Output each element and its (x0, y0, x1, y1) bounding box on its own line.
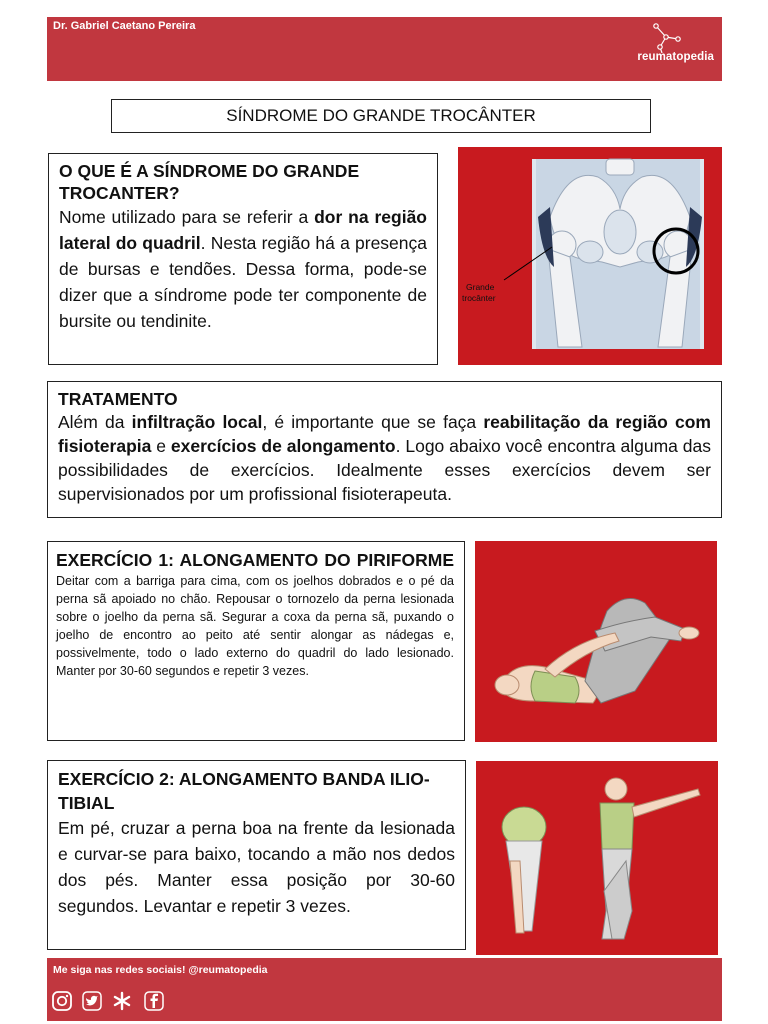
brand-name: reumatopedia (637, 51, 714, 63)
page-title: SÍNDROME DO GRANDE TROCÂNTER (111, 99, 651, 133)
instagram-icon[interactable] (51, 990, 73, 1012)
what-is-section (48, 153, 438, 365)
exercise-1-text: Deitar com a barriga para cima, com os joelhos dobrados e o pé da perna sã apoiado no chão. Repousar o tornozelo da perna lesionada sobre o joelho da perna sã. Segurar a coxa da perna sã, puxando o joelho de encontro ao peito até sentir alongar as nádegas e, possivelmente, todo o lado externo do quadril do lado lesionado. Manter por 30-60 segundos e repetir 3 vezes. (56, 574, 454, 678)
greater-trochanter-label-1: Grande (466, 282, 495, 292)
logo-network-icon (614, 23, 714, 53)
piriformis-stretch-illustration (475, 541, 717, 742)
exercise-1-section (47, 541, 465, 741)
doctoralia-icon[interactable] (111, 990, 133, 1012)
twitter-icon[interactable] (81, 990, 103, 1012)
exercise-1-heading: EXERCÍCIO 1: ALONGAMENTO DO PIRIFORME (56, 550, 454, 570)
treatment-section (47, 381, 722, 518)
itband-stretch-illustration (476, 761, 718, 955)
what-is-heading: O QUE É A SÍNDROME DO GRANDE TROCANTER? (59, 161, 360, 203)
header-banner (47, 17, 722, 81)
reumatopedia-logo[interactable] (614, 23, 714, 79)
exercise-2-section (47, 760, 466, 950)
author-name: Dr. Gabriel Caetano Pereira (53, 20, 196, 32)
follow-text: Me siga nas redes sociais! @reumatopedia (53, 964, 268, 976)
what-is-text: Nome utilizado para se referir a dor na região lateral do quadril. Nesta região há a presença de bursas e tendões. Dessa forma, pode-se dizer que a síndrome pode ter componente de bursite ou tendinite. (59, 207, 427, 331)
treatment-heading: TRATAMENTO (58, 389, 178, 409)
exercise-2-image (476, 761, 718, 955)
hip-illustration (458, 147, 722, 365)
exercise-2-text: Em pé, cruzar a perna boa na frente da lesionada e curvar-se para baixo, tocando a mão nos dedos dos pés. Manter essa posição por 30-60 segundos. Levantar e repetir 3 vezes. (58, 818, 455, 916)
footer-banner (47, 958, 722, 1021)
exercise-1-image (475, 541, 717, 742)
greater-trochanter-label-2: trocânter (462, 293, 496, 303)
hip-xray-image (458, 147, 722, 365)
exercise-2-heading: EXERCÍCIO 2: ALONGAMENTO BANDA ILIO-TIBIAL (58, 769, 430, 813)
facebook-icon[interactable] (143, 990, 165, 1012)
treatment-text: Além da infiltração local, é importante que se faça reabilitação da região com fisioterapia e exercícios de alongamento. Logo abaixo você encontra alguma das possibilidades de exercícios. Idealmente esses exercícios devem ser supervisionados por um profissional fisioterapeuta. (58, 412, 711, 504)
